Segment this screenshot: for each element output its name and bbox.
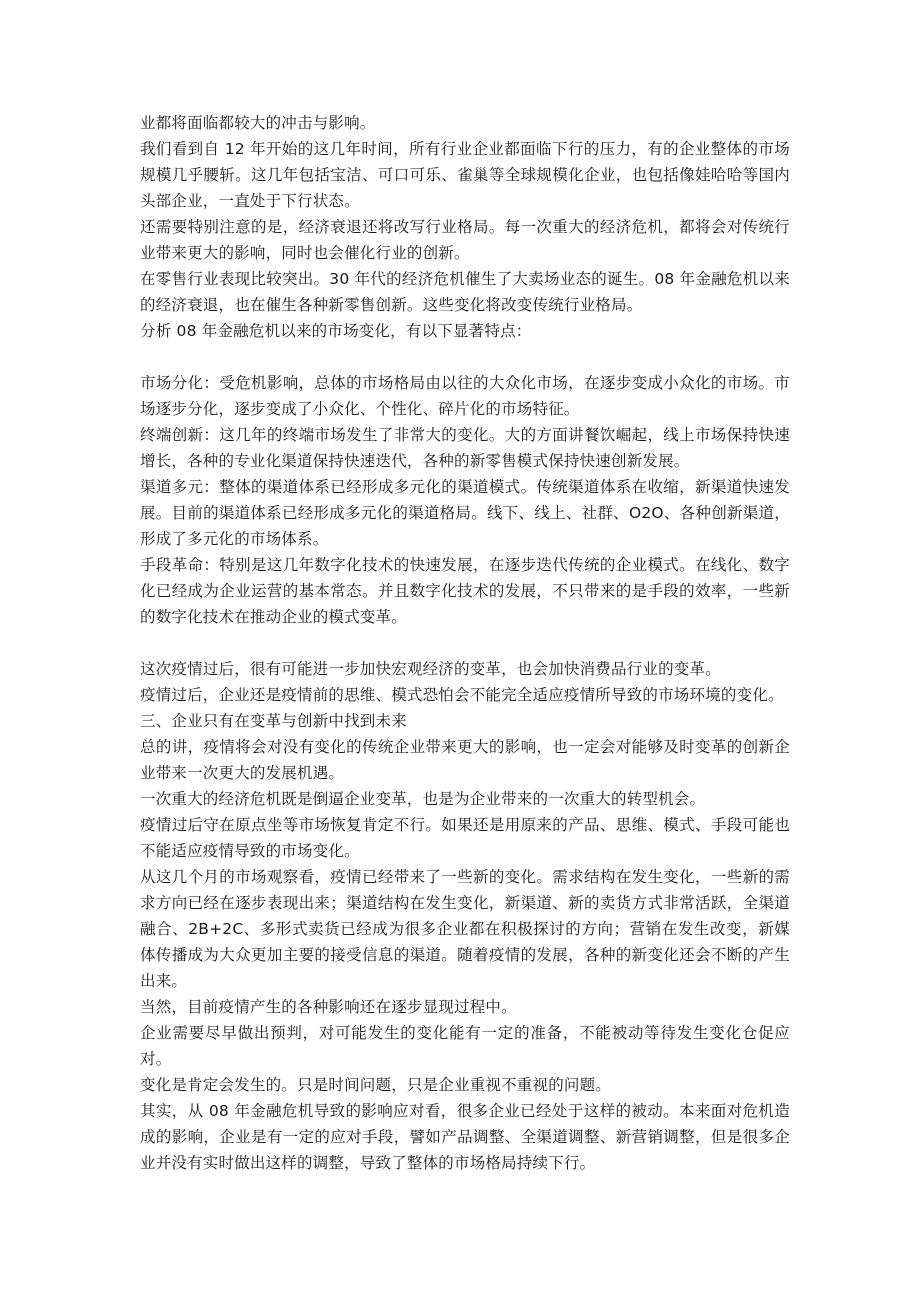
section-heading: 三、企业只有在变革与创新中找到未来 (140, 712, 407, 730)
blank-line (140, 344, 790, 370)
paragraph: 疫情过后，企业还是疫情前的思维、模式恐怕会不能完全适应疫情所导致的市场环境的变化。 (140, 686, 784, 704)
paragraph: 业都将面临都较大的冲击与影响。 (140, 114, 376, 132)
paragraph: 分析 08 年金融危机以来的市场变化，有以下显著特点： (140, 322, 532, 340)
paragraph: 当然，目前疫情产生的各种影响还在逐步显现过程中。 (140, 998, 517, 1016)
paragraph: 企业需要尽早做出预判，对可能发生的变化能有一定的准备，不能被动等待发生变化仓促应对。 (140, 1024, 790, 1068)
paragraph: 一次重大的经济危机既是倒逼企业变革，也是为企业带来的一次重大的转型机会。 (140, 790, 706, 808)
document-body (140, 110, 790, 1176)
paragraph-channel-diversity: 渠道多元：整体的渠道体系已经形成多元化的渠道模式。传统渠道体系在收缩，新渠道快速发展。目前的渠道体系已经形成多元化的渠道格局。线下、线上、社群、O2O、各种创新渠道，形成了多元化的市场体系。 (140, 478, 790, 548)
paragraph: 我们看到自 12 年开始的这几年时间，所有行业企业都面临下行的压力，有的企业整体的市场规模几乎腰斩。这几年包括宝洁、可口可乐、雀巢等全球规模化企业，也包括像娃哈哈等国内头部企业，一直处于下行状态。 (140, 140, 790, 210)
paragraph: 疫情过后守在原点坐等市场恢复肯定不行。如果还是用原来的产品、思维、模式、手段可能也不能适应疫情导致的市场变化。 (140, 816, 790, 860)
paragraph-market-split: 市场分化：受危机影响，总体的市场格局由以往的大众化市场，在逐步变成小众化的市场。市场逐步分化，逐步变成了小众化、个性化、碎片化的市场特征。 (140, 374, 790, 418)
paragraph-means-revolution: 手段革命：特别是这几年数字化技术的快速发展，在逐步迭代传统的企业模式。在线化、数字化已经成为企业运营的基本常态。并且数字化技术的发展，不只带来的是手段的效率，一些新的数字化技术在推动企业的模式变革。 (140, 556, 790, 626)
paragraph: 还需要特别注意的是，经济衰退还将改写行业格局。每一次重大的经济危机，都将会对传统行业带来更大的影响，同时也会催化行业的创新。 (140, 218, 790, 262)
paragraph: 在零售行业表现比较突出。30 年代的经济危机催生了大卖场业态的诞生。08 年金融危机以来的经济衰退，也在催生各种新零售创新。这些变化将改变传统行业格局。 (140, 270, 790, 314)
paragraph: 变化是肯定会发生的。只是时间问题，只是企业重视不重视的问题。 (140, 1076, 612, 1094)
paragraph: 从这几个月的市场观察看，疫情已经带来了一些新的变化。需求结构在发生变化，一些新的需求方向已经在逐步表现出来；渠道结构在发生变化，新渠道、新的卖货方式非常活跃，全渠道融合、2B+2C、多形式卖货已经成为很多企业都在积极探讨的方向；营销在发生改变，新媒体传播成为大众更加主要的接受信息的渠道。随着疫情的发展，各种的新变化还会不断的产生出来。 (140, 868, 790, 990)
paragraph: 总的讲，疫情将会对没有变化的传统企业带来更大的影响，也一定会对能够及时变革的创新企业带来一次更大的发展机遇。 (140, 738, 790, 782)
paragraph-terminal-innovation: 终端创新：这几年的终端市场发生了非常大的变化。大的方面讲餐饮崛起，线上市场保持快速增长，各种的专业化渠道保持快速迭代，各种的新零售模式保持快速创新发展。 (140, 426, 790, 470)
blank-line (140, 630, 790, 656)
paragraph: 其实，从 08 年金融危机导致的影响应对看，很多企业已经处于这样的被动。本来面对危机造成的影响，企业是有一定的应对手段，譬如产品调整、全渠道调整、新营销调整，但是很多企业并没有实时做出这样的调整，导致了整体的市场格局持续下行。 (140, 1102, 790, 1172)
paragraph: 这次疫情过后，很有可能进一步加快宏观经济的变革，也会加快消费品行业的变革。 (140, 660, 721, 678)
